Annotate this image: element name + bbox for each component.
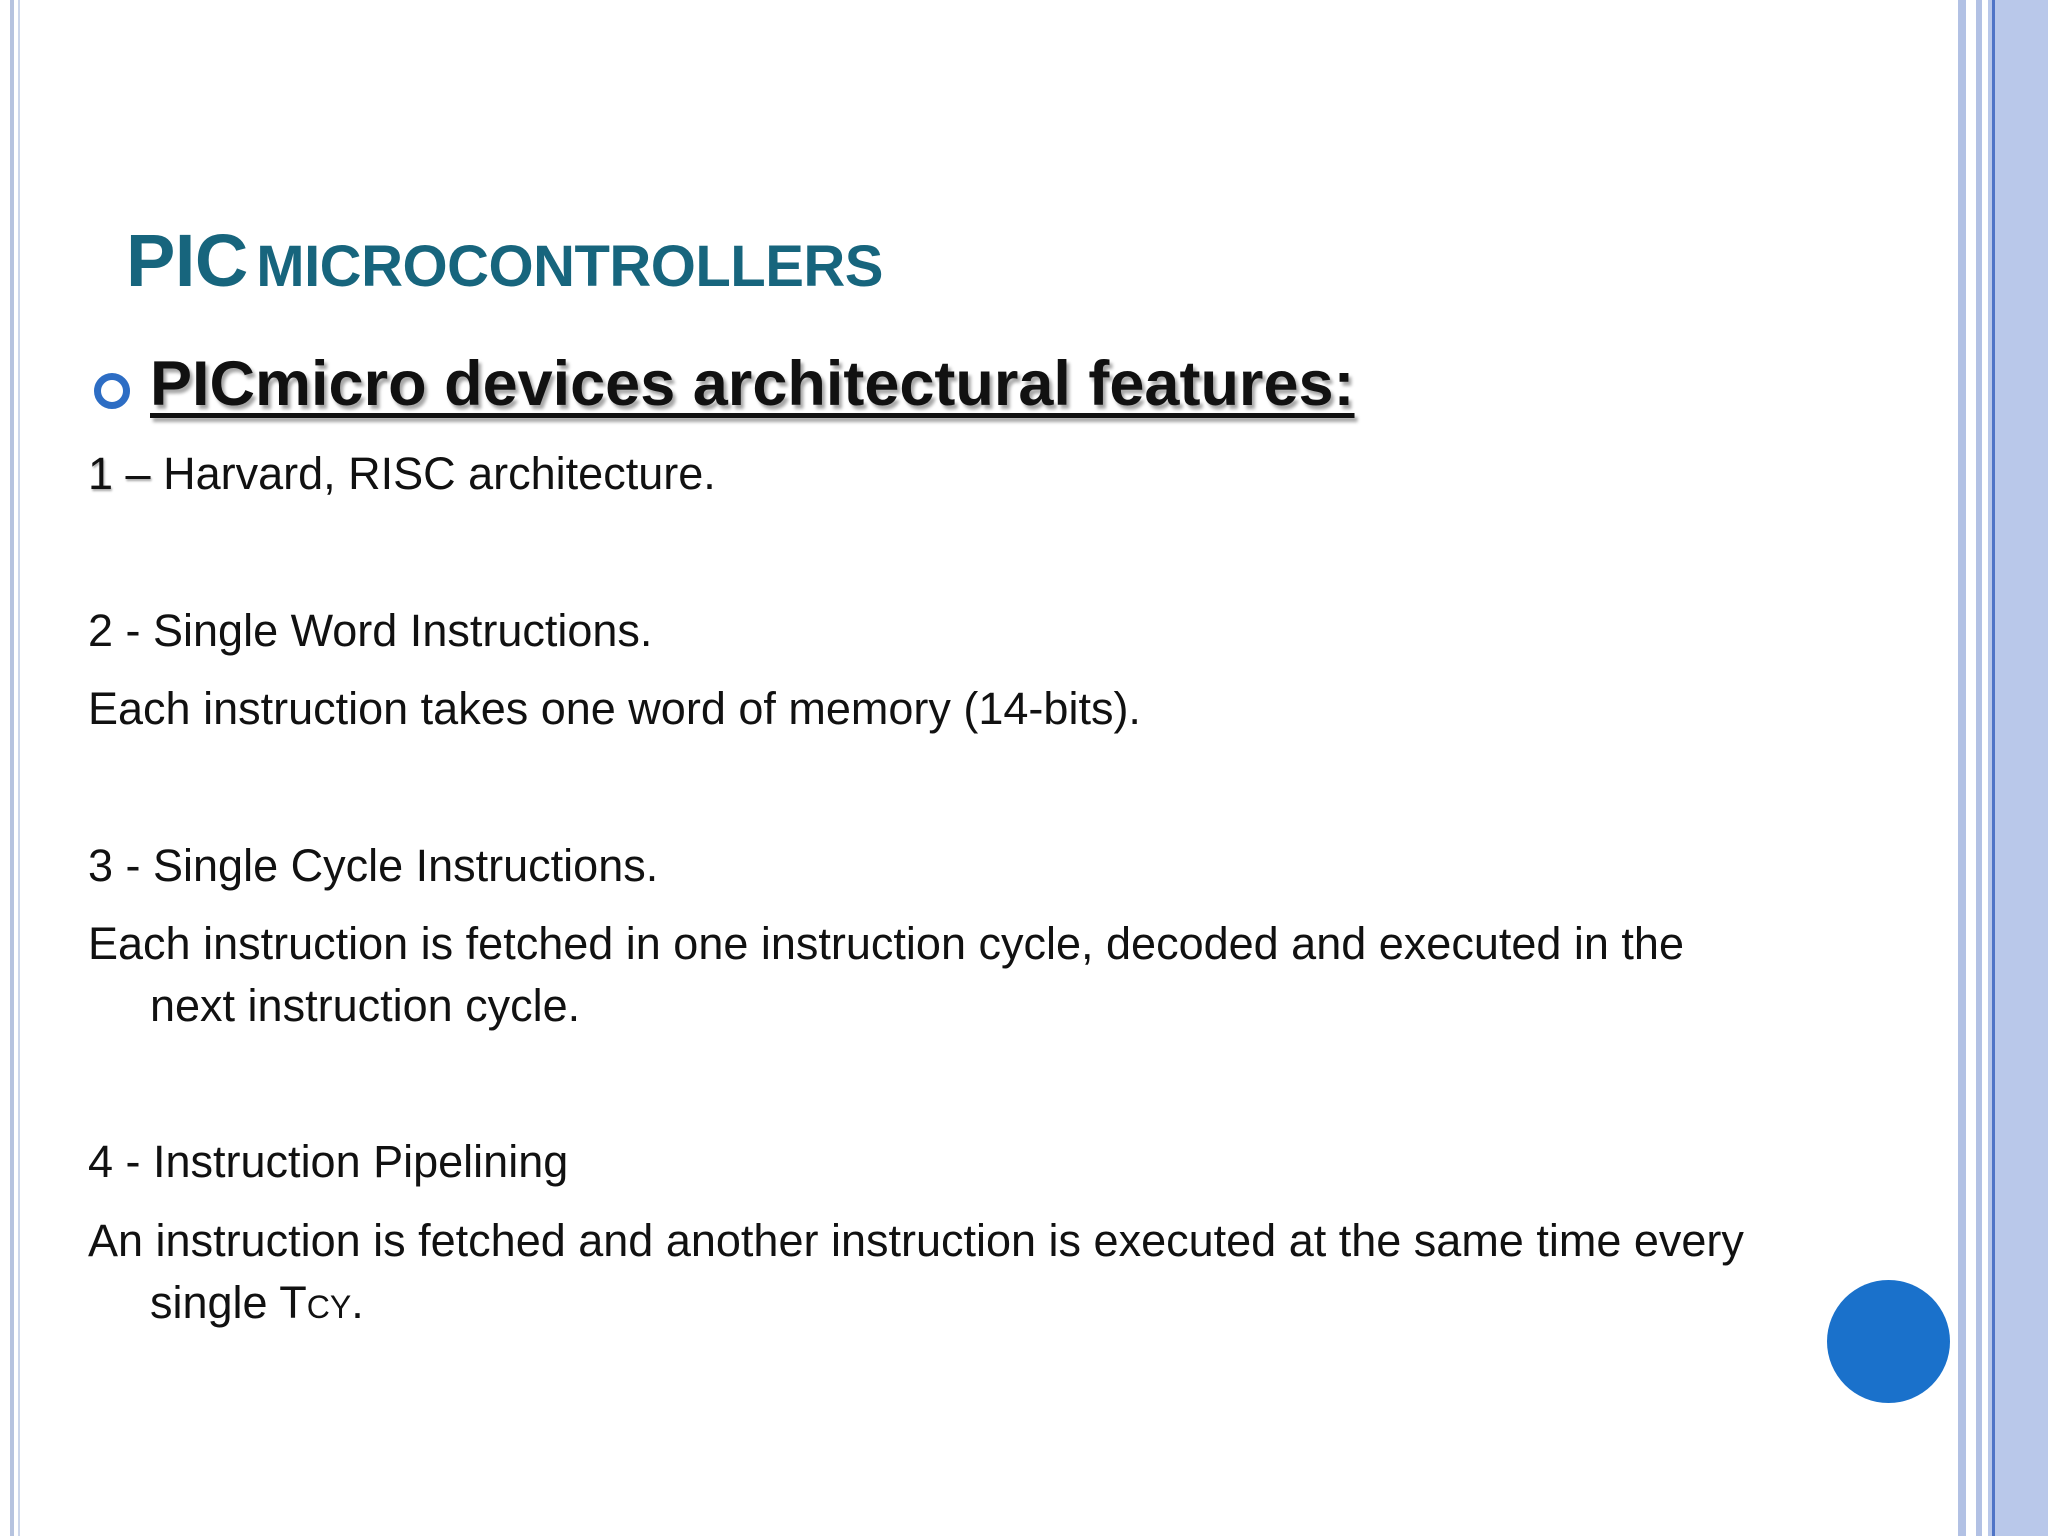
slide-title <box>126 218 883 303</box>
feature-4-heading: 4 - Instruction Pipelining <box>88 1136 569 1187</box>
feature-3-detail-continued: next instruction cycle. <box>150 980 581 1031</box>
decorative-circle <box>1827 1280 1950 1403</box>
feature-2-heading: 2 - Single Word Instructions. <box>88 605 653 656</box>
feature-3-detail: Each instruction is fetched in one instruction cycle, decoded and executed in the <box>88 918 1684 969</box>
subheading: PICmicro devices architectural features: <box>150 349 1355 419</box>
feature-1-number: 1 – <box>88 448 151 499</box>
left-border-line <box>10 0 14 1536</box>
feature-2-detail: Each instruction takes one word of memory (14-bits). <box>88 683 1141 734</box>
ring-bullet-icon <box>94 373 130 409</box>
feature-4-detail: An instruction is fetched and another instruction is executed at the same time every <box>88 1215 1744 1266</box>
feature-3-heading: 3 - Single Cycle Instructions. <box>88 840 659 891</box>
feature-4-detail-continued: single Tcy. <box>150 1277 364 1328</box>
left-border-line-thin <box>18 0 20 1536</box>
right-border-band <box>1958 0 2048 1536</box>
feature-1 <box>88 443 716 505</box>
slide-title-main: PIC <box>126 219 248 302</box>
feature-1-text: Harvard, RISC architecture. <box>150 448 716 499</box>
tcy-symbol: Tcy <box>279 1277 352 1328</box>
slide-title-rest: MICROCONTROLLERS <box>256 234 883 299</box>
